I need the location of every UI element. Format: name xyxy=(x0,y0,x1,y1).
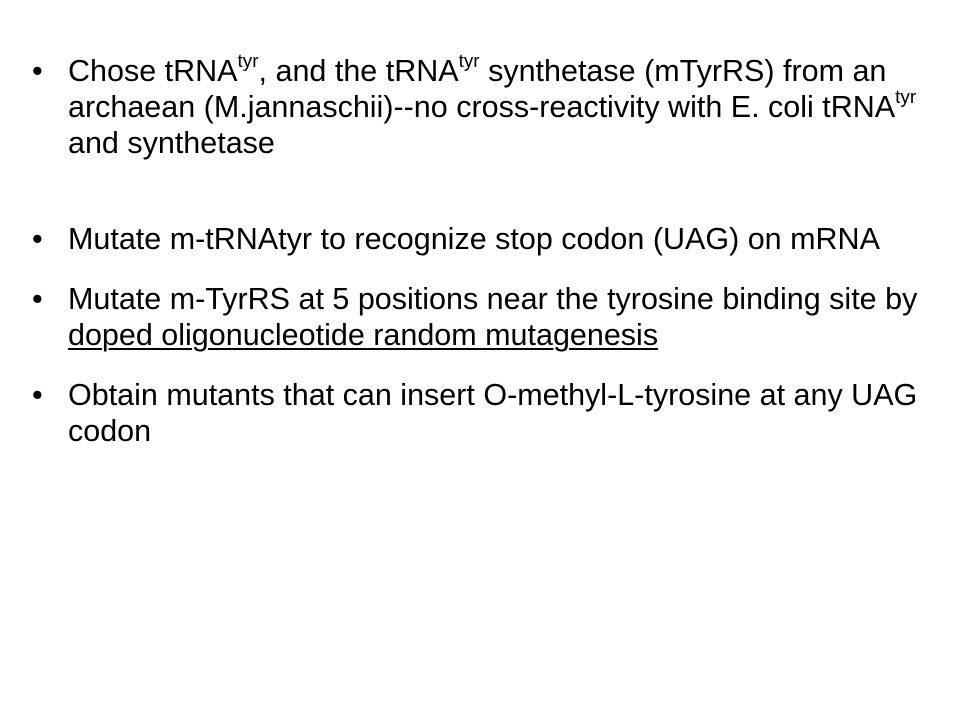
bullet-item xyxy=(32,53,932,161)
bullet-text: Obtain mutants that can insert O-methyl-L-tyrosine at any UAG codon xyxy=(68,378,918,448)
bullet-list xyxy=(32,53,932,449)
superscript: tyr xyxy=(895,87,917,109)
bullet-text: Chose tRNA$^{tyr}$, and the tRNA$^{tyr}$ synthetase (mTyrRS) from an archaean (M.jannaschii)--no cross-reactivity with E. coli tRNA$^{tyr}$ and synthetase xyxy=(68,51,917,160)
bullet-item xyxy=(32,281,932,353)
underlined-term: doped oligonucleotide random mutagenesis xyxy=(68,318,659,352)
bullet-item xyxy=(32,377,932,449)
bullet-dot-icon: • xyxy=(32,282,43,316)
superscript: tyr xyxy=(458,51,480,73)
bullet-dot-icon: • xyxy=(32,378,43,412)
bullet-dot-icon: • xyxy=(32,222,43,256)
bullet-item xyxy=(32,221,932,257)
superscript: tyr xyxy=(237,51,259,73)
bullet-text: Mutate m-TyrRS at 5 positions near the tyrosine binding site by doped oligonucleotide random mutagenesis xyxy=(68,282,918,352)
bullet-text: Mutate m-tRNAtyr to recognize stop codon (UAG) on mRNA xyxy=(68,222,880,256)
bullet-dot-icon: • xyxy=(32,54,43,88)
